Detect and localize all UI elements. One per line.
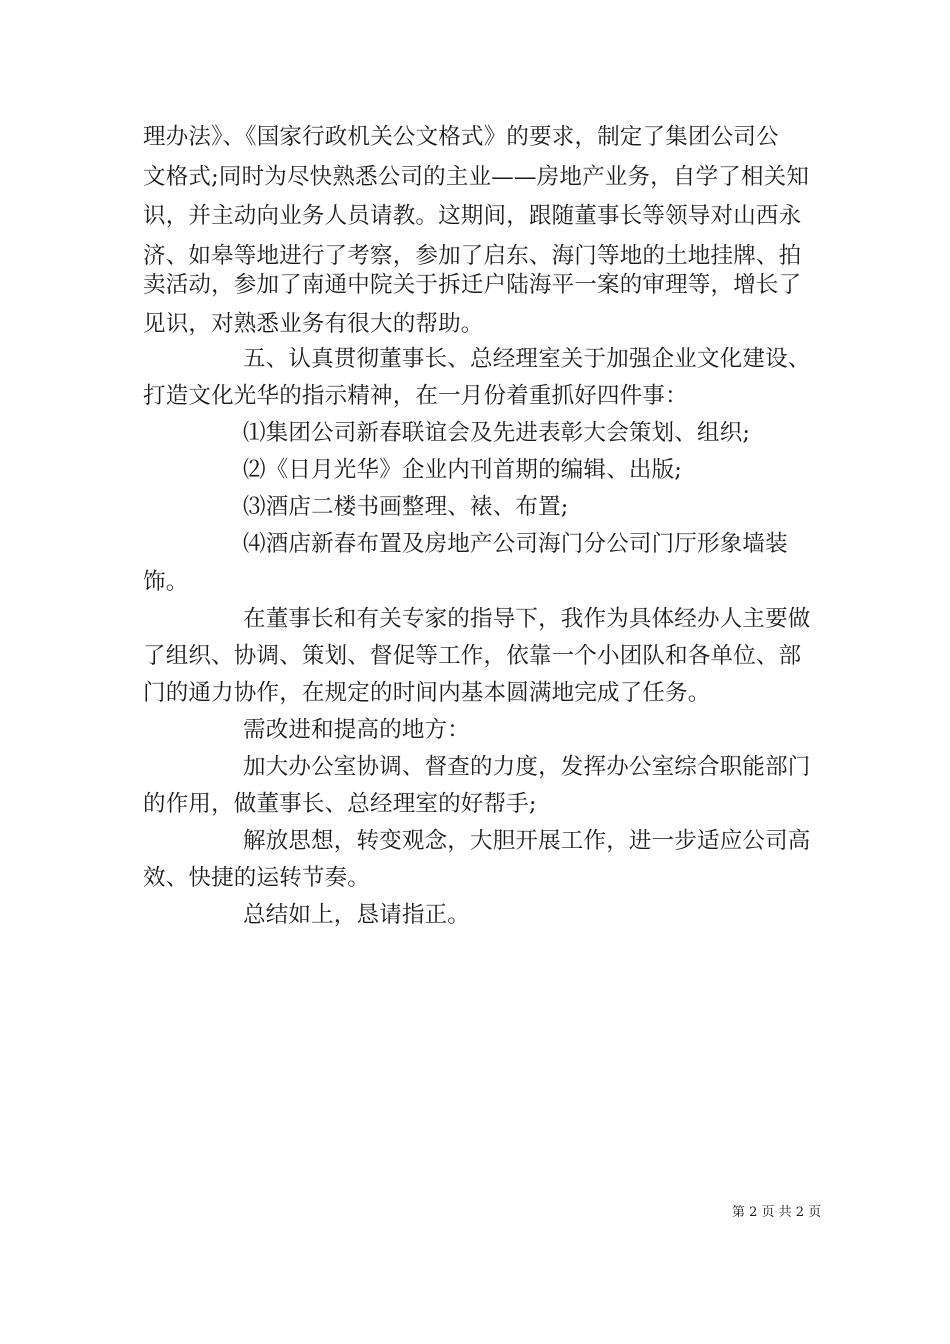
section-heading-line: 五、认真贯彻董事长、总经理室关于加强企业文化建设、 [243,346,811,372]
body-line: 的作用，做董事长、总经理室的好帮手; [143,791,537,817]
body-line: 见识，对熟悉业务有很大的帮助。 [143,311,484,337]
page-number-footer: 第 2 页 共 2 页 [732,1205,822,1220]
paragraph-line: 解放思想，转变观念，大胆开展工作，进一步适应公司高 [243,828,811,854]
list-item: ⑵《日月光华》企业内刊首期的编辑、出版; [243,457,683,483]
body-line: 门的通力协作，在规定的时间内基本圆满地完成了任务。 [143,680,711,706]
body-line: 效、快捷的运转节奏。 [143,865,371,891]
closing-line: 总结如上，恳请指正。 [243,902,471,928]
body-line: 理办法》、《国家行政机关公文格式》的要求，制定了集团公司公 [143,124,779,150]
list-item: ⑶酒店二楼书画整理、裱、布置; [243,494,569,520]
list-item: ⑷酒店新春布置及房地产公司海门分公司门厅形象墙装 [243,531,788,557]
paragraph-line: 在董事长和有关专家的指导下，我作为具体经办人主要做 [243,606,811,632]
list-item: ⑴集团公司新春联谊会及先进表彰大会策划、组织; [243,420,751,446]
paragraph-line: 加大办公室协调、督查的力度，发挥办公室综合职能部门 [243,754,811,780]
body-line: 了组织、协调、策划、督促等工作，依靠一个小团队和各单位、部 [143,643,802,669]
paragraph-line: 需改进和提高的地方： [243,717,471,743]
body-line: 饰。 [143,569,189,595]
body-line: 济、如皋等地进行了考察，参加了启东、海门等地的土地挂牌、拍 [143,243,802,269]
body-line: 识，并主动向业务人员请教。这期间，跟随董事长等领导对山西永 [143,203,802,229]
body-line: 文格式;同时为尽快熟悉公司的主业——房地产业务，自学了相关知 [143,164,810,190]
body-line: 打造文化光华的指示精神，在一月份着重抓好四件事： [143,383,688,409]
body-line: 卖活动，参加了南通中院关于拆迁户陆海平一案的审理等，增长了 [143,272,802,298]
